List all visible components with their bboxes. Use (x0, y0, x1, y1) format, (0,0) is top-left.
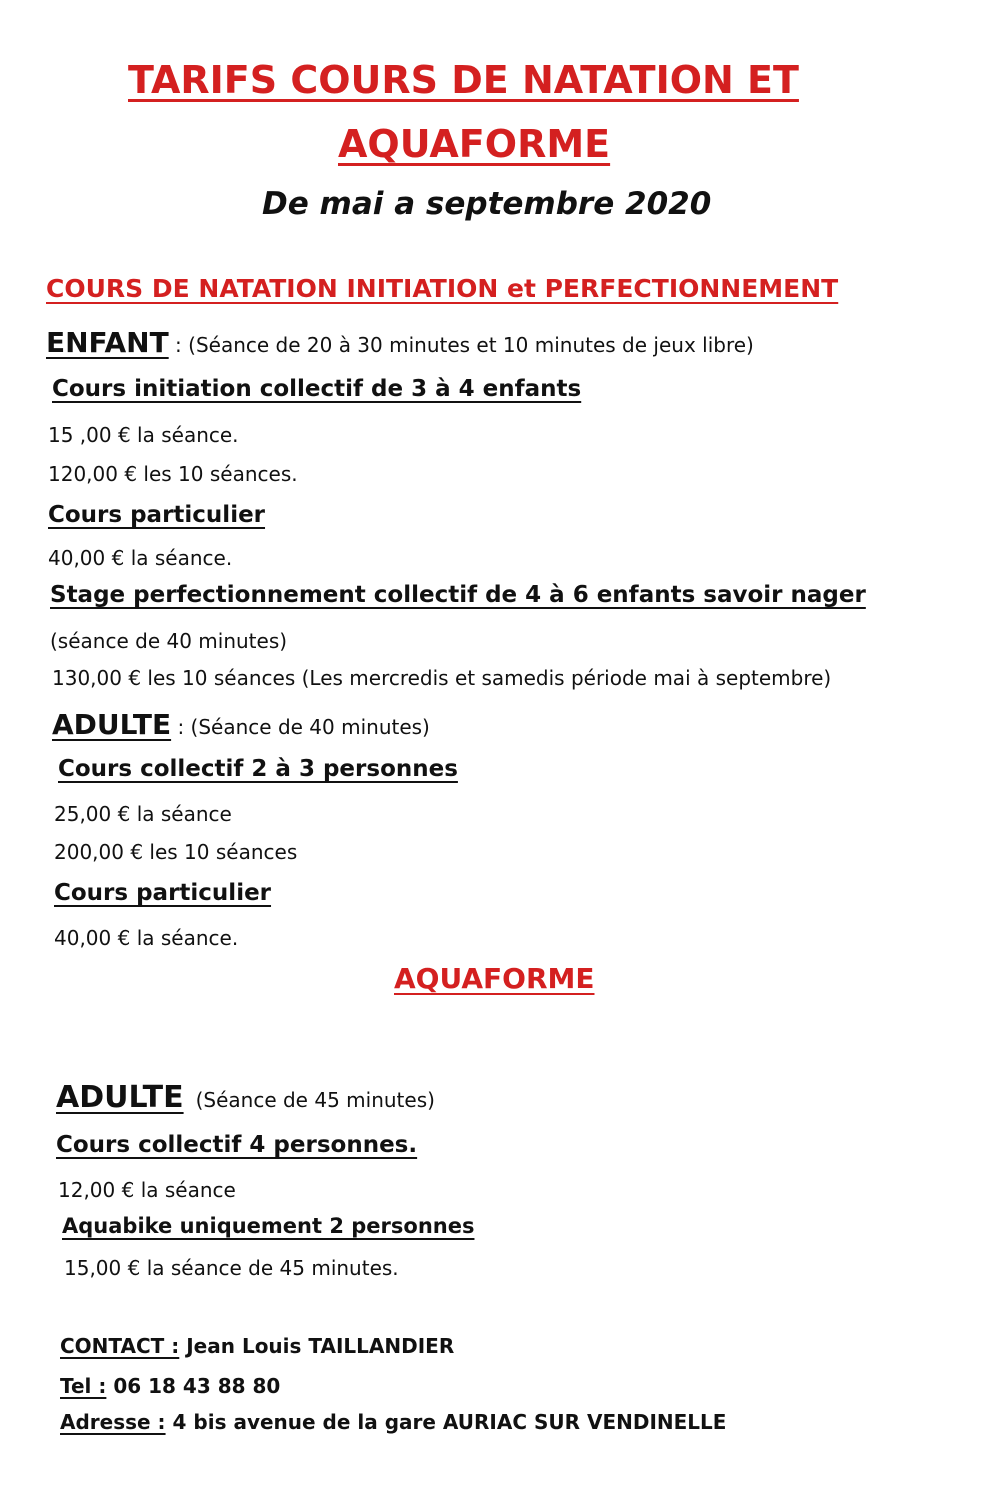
tel-value: 06 18 43 88 80 (106, 1374, 281, 1398)
adulte-collectif-title: Cours collectif 2 à 3 personnes (58, 756, 458, 782)
aquaforme-adulte-label: ADULTE (56, 1080, 184, 1115)
enfant-note: : (Séance de 20 à 30 minutes et 10 minutes de jeux libre) (168, 333, 754, 357)
tel-line (60, 1374, 280, 1398)
adulte-particulier-title: Cours particulier (54, 880, 272, 906)
initiation-price-10: 120,00 € les 10 séances. (48, 462, 298, 486)
aquabike-title: Aquabike uniquement 2 personnes (62, 1214, 475, 1238)
natation-section-title: COURS DE NATATION INITIATION et PERFECTIONNEMENT (46, 274, 839, 303)
aquaforme-adulte-note: (Séance de 45 minutes) (195, 1088, 435, 1112)
stage-price: 130,00 € les 10 séances (Les mercredis et samedis période mai à septembre) (52, 666, 832, 690)
initiation-title: Cours initiation collectif de 3 à 4 enfants (52, 376, 582, 402)
page-subtitle: De mai a septembre 2020 (262, 186, 712, 222)
aquaforme-section-title: AQUAFORME (394, 962, 595, 995)
contact-name: Jean Louis TAILLANDIER (179, 1334, 455, 1358)
contact-line (60, 1334, 454, 1358)
contact-label: CONTACT : (60, 1334, 180, 1358)
stage-note: (séance de 40 minutes) (50, 629, 288, 653)
adulte-natation-header (52, 708, 430, 741)
tel-label: Tel : (60, 1374, 107, 1398)
adulte-collectif-price-single: 25,00 € la séance (54, 802, 232, 826)
aquabike-price: 15,00 € la séance de 45 minutes. (64, 1256, 399, 1280)
adulte-particulier-price: 40,00 € la séance. (54, 926, 239, 950)
adulte-note: : (Séance de 40 minutes) (171, 715, 430, 739)
address-value: 4 bis avenue de la gare AURIAC SUR VENDINELLE (165, 1410, 727, 1434)
adulte-label: ADULTE (52, 708, 172, 741)
enfant-particulier-price: 40,00 € la séance. (48, 546, 233, 570)
aquaforme-collectif-title: Cours collectif 4 personnes. (56, 1132, 418, 1158)
enfant-particulier-title: Cours particulier (48, 502, 266, 528)
enfant-header (46, 326, 754, 359)
aquaforme-collectif-price: 12,00 € la séance (58, 1178, 236, 1202)
initiation-price-single: 15 ,00 € la séance. (48, 423, 239, 447)
stage-title: Stage perfectionnement collectif de 4 à 6 enfants savoir nager (50, 582, 866, 608)
adulte-collectif-price-10: 200,00 € les 10 séances (54, 840, 298, 864)
aquaforme-adulte-header (56, 1080, 435, 1115)
page-title-line1: TARIFS COURS DE NATATION ET (128, 58, 799, 102)
address-label: Adresse : (60, 1410, 166, 1434)
address-line (60, 1410, 726, 1434)
enfant-label: ENFANT (46, 326, 169, 359)
page-title-line2: AQUAFORME (338, 122, 611, 166)
